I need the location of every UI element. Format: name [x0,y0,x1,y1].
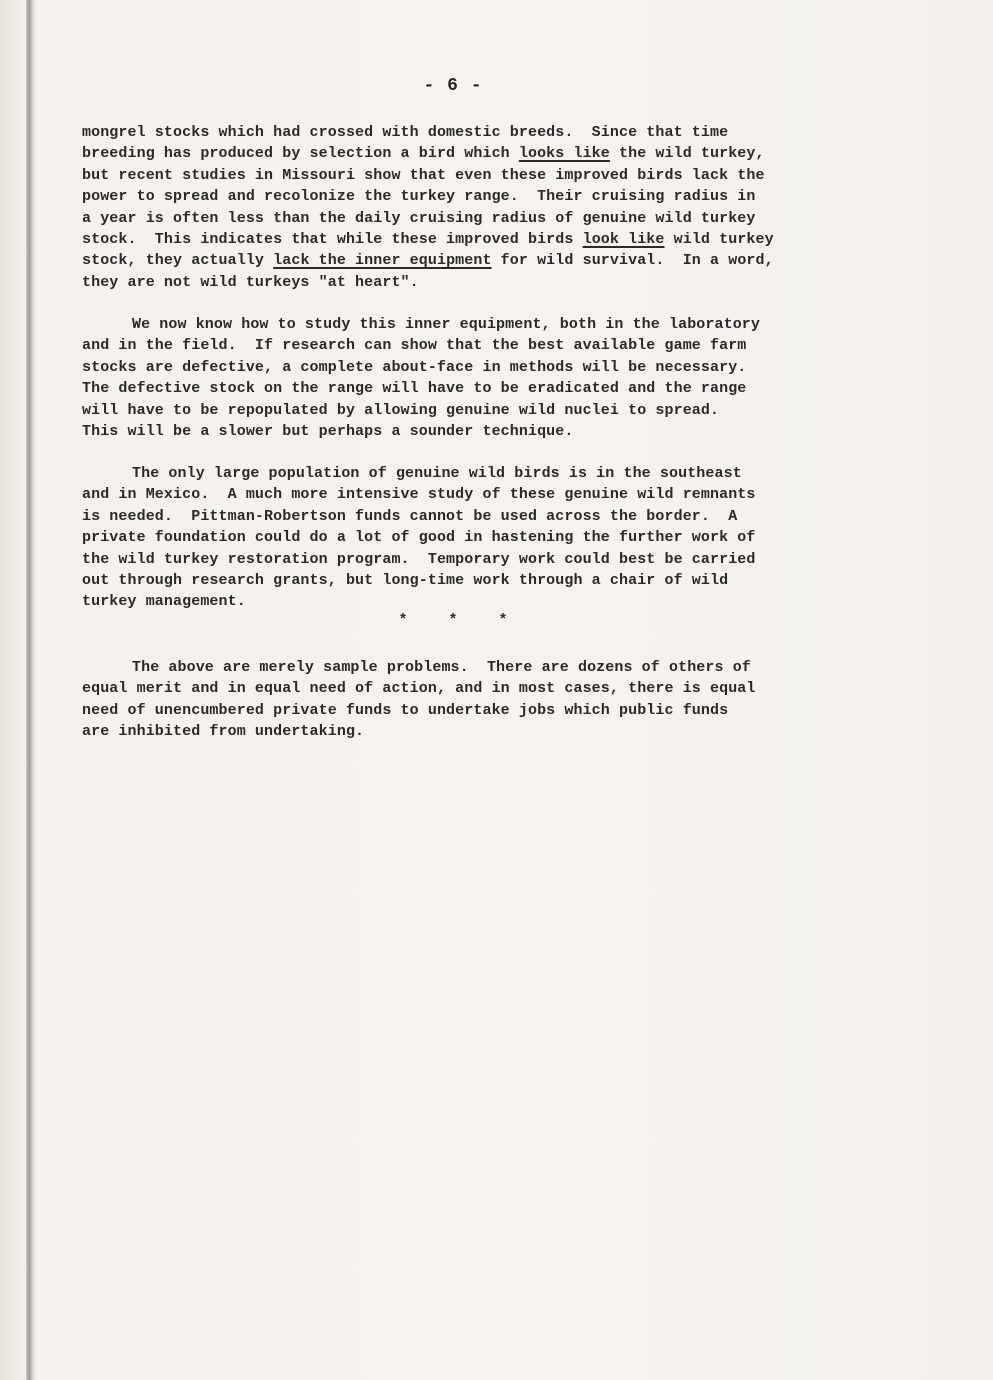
text-line: power to spread and recolonize the turkey range. Their cruising radius in [82,188,756,206]
paragraph-2 [82,314,902,442]
text-line: but recent studies in Missouri show that even these improved birds lack the [82,166,765,184]
text-line: turkey management. [82,593,246,611]
binding-edge [26,0,36,1380]
text-line: are inhibited from undertaking. [82,723,365,741]
text-line: will have to be repopulated by allowing genuine wild nuclei to spread. [82,401,720,419]
text-line: private foundation could do a lot of good in hastening the further work of [82,529,756,547]
text-line: out through research grants, but long-time work through a chair of wild [82,571,729,589]
text-line: stocks are defective, a complete about-face in methods will be necessary. [82,358,747,376]
paragraph-1 [82,122,902,293]
paragraph-3 [82,463,902,613]
section-separator: * * * [398,612,508,629]
text-line: The above are merely sample problems. There are dozens of others of [132,659,751,676]
text-line: stock. This indicates that while these improved birds look like wild turkey [82,230,774,248]
text-line: equal merit and in equal need of action, and in most cases, there is equal [82,680,756,698]
text-line: is needed. Pittman-Robertson funds cannot be used across the border. A [82,507,738,525]
text-line: they are not wild turkeys "at heart". [82,273,419,291]
underlined-phrase: lack the inner equipment [273,252,492,270]
text-line: The only large population of genuine wild birds is in the southeast [132,465,742,482]
text-line: the wild turkey restoration program. Temporary work could best be carried [82,550,756,568]
text-line: mongrel stocks which had crossed with domestic breeds. Since that time [82,124,729,141]
page-number: - 6 - [423,76,483,96]
text-line: and in Mexico. A much more intensive study of these genuine wild remnants [82,486,756,504]
text-line: stock, they actually lack the inner equipment for wild survival. In a word, [82,252,774,270]
text-line: and in the field. If research can show that the best available game farm [82,337,747,355]
text-line: This will be a slower but perhaps a sounder technique. [82,422,574,440]
text-line: need of unencumbered private funds to undertake jobs which public funds [82,701,729,719]
text-line: breeding has produced by selection a bird which looks like the wild turkey, [82,145,765,163]
text-line: We now know how to study this inner equipment, both in the laboratory [132,316,761,333]
underlined-phrase: looks like [518,145,610,163]
text-line: a year is often less than the daily cruising radius of genuine wild turkey [82,209,756,227]
text-line: The defective stock on the range will have to be eradicated and the range [82,380,747,398]
paragraph-4 [82,657,902,743]
underlined-phrase: look like [582,230,665,248]
